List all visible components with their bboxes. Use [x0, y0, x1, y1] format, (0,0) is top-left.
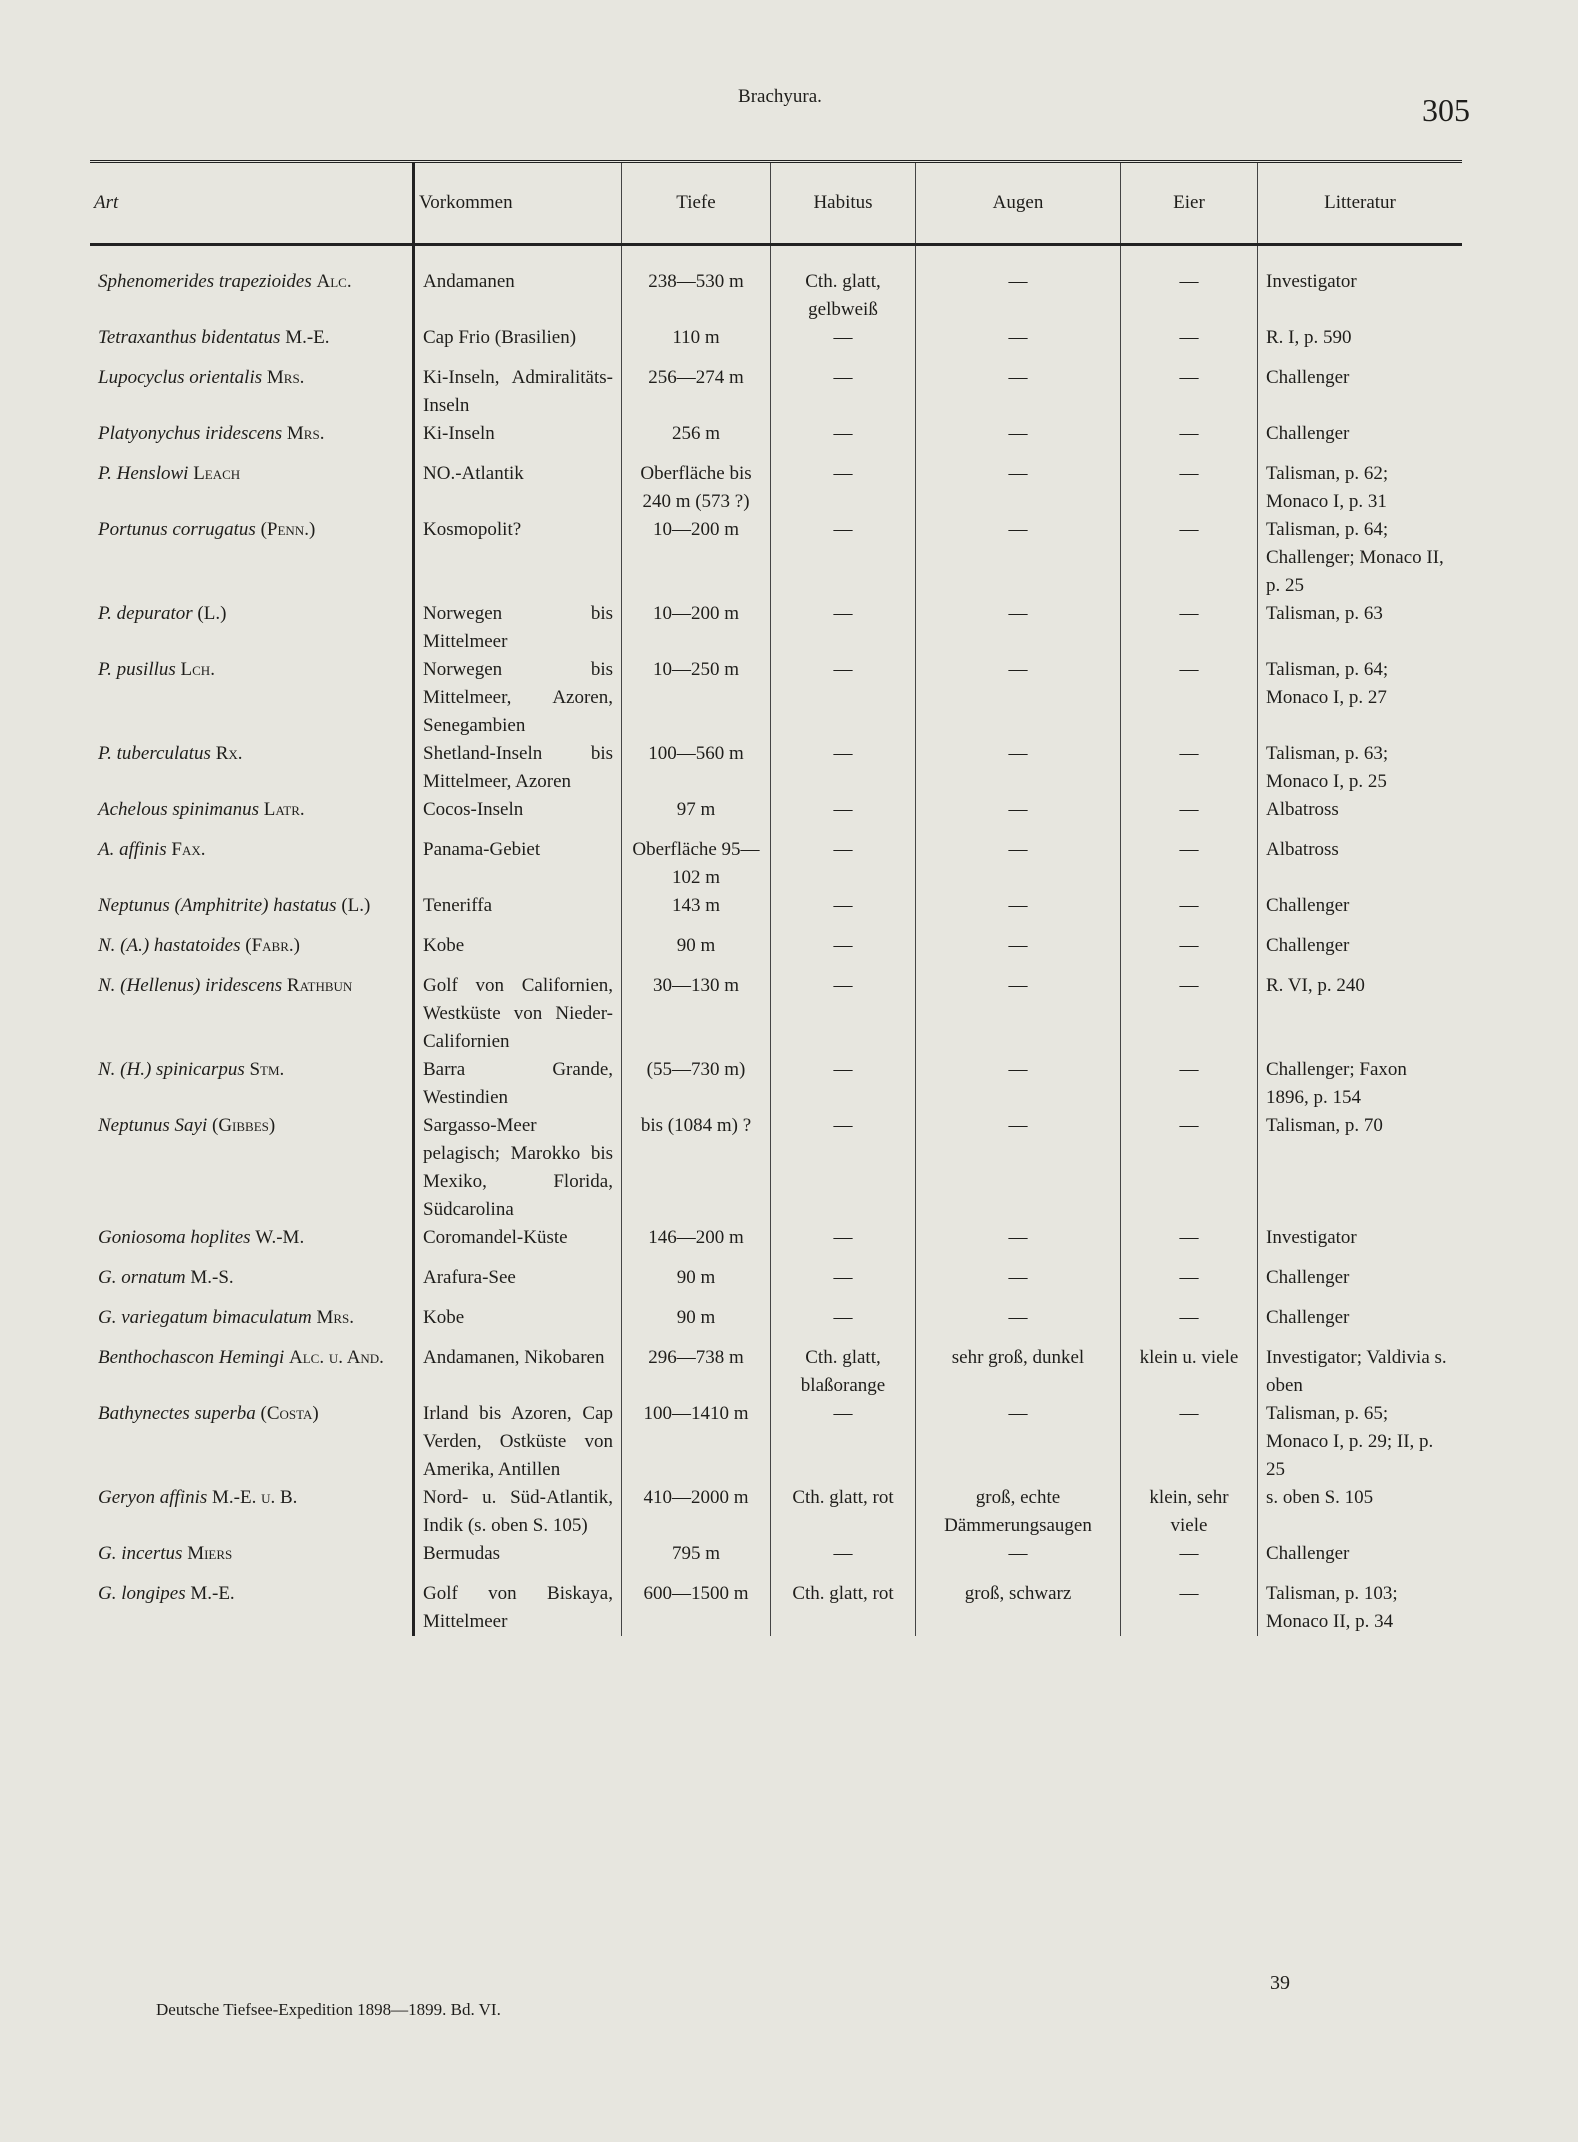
cell-augen: — — [916, 656, 1121, 740]
cell-eier: — — [1121, 324, 1258, 364]
cell-augen: — — [916, 1112, 1121, 1224]
species-name: Platyonychus iridescens — [98, 423, 283, 444]
species-author: M.-E. u. B. — [212, 1487, 298, 1508]
table-row — [90, 245, 1462, 325]
cell-vorkommen: Kobe — [414, 1304, 622, 1344]
cell-litteratur: Challenger — [1258, 364, 1463, 420]
cell-tiefe: 296—738 m — [622, 1344, 771, 1400]
cell-tiefe: 97 m — [622, 796, 771, 836]
species-author: Fax. — [171, 839, 206, 860]
species-author: (L.) — [341, 895, 371, 916]
cell-litteratur: Talisman, p. 70 — [1258, 1112, 1463, 1224]
species-author: W.-M. — [255, 1227, 305, 1248]
header-vorkommen: Vorkommen — [414, 162, 622, 245]
cell-vorkommen: Panama-Gebiet — [414, 836, 622, 892]
cell-art — [90, 1056, 414, 1112]
table-row — [90, 892, 1462, 932]
cell-litteratur: Challenger — [1258, 1304, 1463, 1344]
cell-augen: — — [916, 516, 1121, 600]
cell-art — [90, 245, 414, 325]
cell-litteratur: R. I, p. 590 — [1258, 324, 1463, 364]
species-name: P. Henslowi — [98, 463, 189, 484]
species-author: Miers — [187, 1543, 233, 1564]
cell-litteratur: Investigator; Valdivia s. oben — [1258, 1344, 1463, 1400]
cell-augen: — — [916, 1540, 1121, 1580]
cell-augen: — — [916, 1400, 1121, 1484]
table-row — [90, 420, 1462, 460]
cell-habitus: — — [771, 892, 916, 932]
table-row — [90, 1056, 1462, 1112]
cell-vorkommen: Teneriffa — [414, 892, 622, 932]
cell-litteratur: Challenger — [1258, 420, 1463, 460]
table-row — [90, 1224, 1462, 1264]
species-author: (L.) — [197, 603, 227, 624]
cell-vorkommen: Kobe — [414, 932, 622, 972]
species-name: G. ornatum — [98, 1267, 186, 1288]
table-row — [90, 1112, 1462, 1224]
cell-tiefe: 10—200 m — [622, 600, 771, 656]
cell-eier: klein u. viele — [1121, 1344, 1258, 1400]
species-name: P. pusillus — [98, 659, 176, 680]
cell-art — [90, 324, 414, 364]
cell-tiefe: 90 m — [622, 932, 771, 972]
cell-tiefe: 100—1410 m — [622, 1400, 771, 1484]
cell-habitus: — — [771, 1304, 916, 1344]
header-litteratur: Litteratur — [1258, 162, 1463, 245]
cell-augen: — — [916, 364, 1121, 420]
cell-art — [90, 460, 414, 516]
species-author: (Penn.) — [260, 519, 316, 540]
cell-eier: — — [1121, 1264, 1258, 1304]
cell-tiefe: 256—274 m — [622, 364, 771, 420]
species-name: Bathynectes superba — [98, 1403, 256, 1424]
cell-habitus: — — [771, 420, 916, 460]
species-name: N. (H.) spinicarpus — [98, 1059, 245, 1080]
cell-art — [90, 932, 414, 972]
species-name: N. (Hellenus) iridescens — [98, 975, 283, 996]
species-name: Neptunus (Amphitrite) hastatus — [98, 895, 337, 916]
cell-augen: — — [916, 324, 1121, 364]
cell-art — [90, 1264, 414, 1304]
cell-litteratur: Challenger; Faxon 1896, p. 154 — [1258, 1056, 1463, 1112]
species-author: Latr. — [263, 799, 305, 820]
cell-augen: — — [916, 245, 1121, 325]
species-author: M.-S. — [190, 1267, 234, 1288]
cell-tiefe: (55—730 m) — [622, 1056, 771, 1112]
cell-art — [90, 1112, 414, 1224]
cell-art — [90, 972, 414, 1056]
table-row — [90, 796, 1462, 836]
cell-tiefe: 795 m — [622, 1540, 771, 1580]
page-number: 305 — [1422, 92, 1470, 128]
cell-eier: — — [1121, 364, 1258, 420]
cell-vorkommen: Golf von Californien, Westküste von Nieder-Californien — [414, 972, 622, 1056]
cell-vorkommen: Bermudas — [414, 1540, 622, 1580]
cell-vorkommen: Golf von Biskaya, Mittelmeer — [414, 1580, 622, 1636]
cell-habitus: Cth. glatt, rot — [771, 1484, 916, 1540]
cell-habitus: — — [771, 1112, 916, 1224]
table-row — [90, 836, 1462, 892]
table-row — [90, 600, 1462, 656]
cell-litteratur: Talisman, p. 64; Challenger; Monaco II, p. 25 — [1258, 516, 1463, 600]
cell-art — [90, 1540, 414, 1580]
species-author: Alc. — [316, 271, 352, 292]
cell-art — [90, 1484, 414, 1540]
cell-habitus: — — [771, 324, 916, 364]
cell-habitus: — — [771, 836, 916, 892]
publication-footer: Deutsche Tiefsee-Expedition 1898—1899. Bd. VI. — [156, 2000, 501, 2019]
cell-art — [90, 1344, 414, 1400]
cell-eier: — — [1121, 892, 1258, 932]
species-author: Alc. u. And. — [289, 1347, 384, 1368]
cell-litteratur: Talisman, p. 65; Monaco I, p. 29; II, p. 25 — [1258, 1400, 1463, 1484]
cell-eier: — — [1121, 516, 1258, 600]
species-table-wrapper — [90, 160, 1462, 1636]
species-name: Lupocyclus orientalis — [98, 367, 263, 388]
table-row — [90, 1400, 1462, 1484]
cell-vorkommen: Cocos-Inseln — [414, 796, 622, 836]
cell-habitus: — — [771, 1400, 916, 1484]
cell-eier: — — [1121, 600, 1258, 656]
header-tiefe: Tiefe — [622, 162, 771, 245]
cell-tiefe: Oberfläche bis 240 m (573 ?) — [622, 460, 771, 516]
header-row — [90, 162, 1462, 245]
table-row — [90, 460, 1462, 516]
cell-litteratur: Challenger — [1258, 1540, 1463, 1580]
cell-habitus: — — [771, 600, 916, 656]
cell-tiefe: 143 m — [622, 892, 771, 932]
species-author: Stm. — [249, 1059, 285, 1080]
cell-augen: — — [916, 420, 1121, 460]
species-name: G. variegatum bimaculatum — [98, 1307, 312, 1328]
table-row — [90, 324, 1462, 364]
table-row — [90, 1484, 1462, 1540]
cell-augen: — — [916, 932, 1121, 972]
cell-vorkommen: Coromandel-Küste — [414, 1224, 622, 1264]
cell-eier: — — [1121, 1224, 1258, 1264]
cell-augen: — — [916, 1304, 1121, 1344]
cell-tiefe: 256 m — [622, 420, 771, 460]
cell-augen: — — [916, 892, 1121, 932]
species-name: A. affinis — [98, 839, 167, 860]
cell-vorkommen: Shetland-Inseln bis Mittelmeer, Azoren — [414, 740, 622, 796]
table-row — [90, 1580, 1462, 1636]
cell-vorkommen: Arafura-See — [414, 1264, 622, 1304]
species-author: Rx. — [215, 743, 243, 764]
cell-tiefe: 10—200 m — [622, 516, 771, 600]
cell-eier: — — [1121, 836, 1258, 892]
cell-eier: — — [1121, 1540, 1258, 1580]
cell-augen: — — [916, 460, 1121, 516]
cell-habitus: — — [771, 1264, 916, 1304]
cell-eier: — — [1121, 1400, 1258, 1484]
table-row — [90, 740, 1462, 796]
species-author: Mrs. — [266, 367, 305, 388]
cell-augen: — — [916, 1056, 1121, 1112]
cell-litteratur: Investigator — [1258, 1224, 1463, 1264]
cell-augen: — — [916, 1264, 1121, 1304]
cell-vorkommen: Andamanen — [414, 245, 622, 325]
cell-art — [90, 1400, 414, 1484]
cell-tiefe: Oberfläche 95—102 m — [622, 836, 771, 892]
cell-tiefe: 600—1500 m — [622, 1580, 771, 1636]
species-author: Leach — [193, 463, 241, 484]
cell-vorkommen: Irland bis Azoren, Cap Verden, Ostküste von Amerika, Antillen — [414, 1400, 622, 1484]
cell-tiefe: 10—250 m — [622, 656, 771, 740]
cell-litteratur: Investigator — [1258, 245, 1463, 325]
table-row — [90, 972, 1462, 1056]
species-author: (Gibbes) — [212, 1115, 276, 1136]
cell-eier: — — [1121, 245, 1258, 325]
cell-art — [90, 796, 414, 836]
cell-art — [90, 600, 414, 656]
header-augen: Augen — [916, 162, 1121, 245]
species-author: M.-E. — [190, 1583, 235, 1604]
cell-habitus: — — [771, 932, 916, 972]
cell-litteratur: R. VI, p. 240 — [1258, 972, 1463, 1056]
cell-tiefe: 90 m — [622, 1264, 771, 1304]
cell-vorkommen: Barra Grande, Westindien — [414, 1056, 622, 1112]
cell-vorkommen: Norwegen bis Mittelmeer — [414, 600, 622, 656]
cell-habitus: Cth. glatt, rot — [771, 1580, 916, 1636]
species-name: Benthochascon Hemingi — [98, 1347, 285, 1368]
cell-eier: — — [1121, 1056, 1258, 1112]
species-name: Sphenomerides trapezioides — [98, 271, 312, 292]
cell-augen: — — [916, 836, 1121, 892]
table-body — [90, 245, 1462, 1637]
header-habitus: Habitus — [771, 162, 916, 245]
table-row — [90, 1304, 1462, 1344]
table-header — [90, 162, 1462, 245]
table-row — [90, 1344, 1462, 1400]
cell-eier: — — [1121, 460, 1258, 516]
cell-augen: — — [916, 1224, 1121, 1264]
cell-vorkommen: Ki-Inseln — [414, 420, 622, 460]
species-name: Portunus corrugatus — [98, 519, 256, 540]
table-row — [90, 932, 1462, 972]
cell-tiefe: 100—560 m — [622, 740, 771, 796]
cell-litteratur: Talisman, p. 63; Monaco I, p. 25 — [1258, 740, 1463, 796]
table-row — [90, 1540, 1462, 1580]
species-table — [90, 160, 1462, 1636]
cell-eier: — — [1121, 420, 1258, 460]
cell-vorkommen: Nord- u. Süd-Atlantik, Indik (s. oben S. 105) — [414, 1484, 622, 1540]
cell-tiefe: bis (1084 m) ? — [622, 1112, 771, 1224]
cell-habitus: — — [771, 656, 916, 740]
cell-eier: — — [1121, 796, 1258, 836]
cell-tiefe: 30—130 m — [622, 972, 771, 1056]
cell-habitus: — — [771, 740, 916, 796]
cell-litteratur: Albatross — [1258, 836, 1463, 892]
cell-augen: sehr groß, dunkel — [916, 1344, 1121, 1400]
cell-litteratur: Talisman, p. 64; Monaco I, p. 27 — [1258, 656, 1463, 740]
cell-habitus: — — [771, 516, 916, 600]
cell-litteratur: Challenger — [1258, 932, 1463, 972]
table-row — [90, 656, 1462, 740]
cell-art — [90, 1224, 414, 1264]
cell-augen: groß, echte Dämmerungsaugen — [916, 1484, 1121, 1540]
cell-art — [90, 364, 414, 420]
cell-litteratur: Albatross — [1258, 796, 1463, 836]
running-title: Brachyura. — [738, 86, 822, 107]
cell-eier: — — [1121, 656, 1258, 740]
species-name: P. tuberculatus — [98, 743, 211, 764]
species-author: Rathbun — [286, 975, 353, 996]
cell-eier: — — [1121, 932, 1258, 972]
cell-eier: — — [1121, 1580, 1258, 1636]
cell-vorkommen: Ki-Inseln, Admiralitäts-Inseln — [414, 364, 622, 420]
cell-art — [90, 1304, 414, 1344]
cell-habitus: — — [771, 1056, 916, 1112]
species-name: N. (A.) hastatoides — [98, 935, 241, 956]
species-name: G. longipes — [98, 1583, 186, 1604]
species-author: Mrs. — [286, 423, 325, 444]
species-author: M.-E. — [285, 327, 330, 348]
cell-augen: — — [916, 600, 1121, 656]
cell-tiefe: 410—2000 m — [622, 1484, 771, 1540]
cell-habitus: — — [771, 364, 916, 420]
cell-litteratur: Talisman, p. 62; Monaco I, p. 31 — [1258, 460, 1463, 516]
cell-tiefe: 110 m — [622, 324, 771, 364]
species-name: Achelous spinimanus — [98, 799, 259, 820]
cell-vorkommen: NO.-Atlantik — [414, 460, 622, 516]
cell-vorkommen: Sargasso-Meer pelagisch; Marokko bis Mexiko, Florida, Südcarolina — [414, 1112, 622, 1224]
species-author: Lch. — [180, 659, 215, 680]
species-author: (Fabr.) — [245, 935, 300, 956]
table-row — [90, 364, 1462, 420]
cell-vorkommen: Kosmopolit? — [414, 516, 622, 600]
cell-augen: — — [916, 740, 1121, 796]
cell-tiefe: 146—200 m — [622, 1224, 771, 1264]
cell-habitus: — — [771, 796, 916, 836]
species-name: Neptunus Sayi — [98, 1115, 208, 1136]
table-row — [90, 1264, 1462, 1304]
cell-habitus: — — [771, 460, 916, 516]
table-row — [90, 516, 1462, 600]
cell-vorkommen: Norwegen bis Mittelmeer, Azoren, Senegambien — [414, 656, 622, 740]
cell-habitus: — — [771, 972, 916, 1056]
species-name: Goniosoma hoplites — [98, 1227, 251, 1248]
cell-eier: klein, sehr viele — [1121, 1484, 1258, 1540]
cell-art — [90, 892, 414, 932]
signature-mark: 39 — [1270, 1972, 1290, 1994]
cell-vorkommen: Cap Frio (Brasilien) — [414, 324, 622, 364]
cell-art — [90, 740, 414, 796]
cell-habitus: Cth. glatt, blaßorange — [771, 1344, 916, 1400]
cell-eier: — — [1121, 972, 1258, 1056]
cell-eier: — — [1121, 740, 1258, 796]
cell-art — [90, 656, 414, 740]
cell-art — [90, 836, 414, 892]
cell-litteratur: Challenger — [1258, 892, 1463, 932]
cell-litteratur: Challenger — [1258, 1264, 1463, 1304]
species-author: (Costa) — [260, 1403, 319, 1424]
cell-habitus: — — [771, 1224, 916, 1264]
cell-eier: — — [1121, 1112, 1258, 1224]
cell-augen: groß, schwarz — [916, 1580, 1121, 1636]
cell-litteratur: s. oben S. 105 — [1258, 1484, 1463, 1540]
header-eier: Eier — [1121, 162, 1258, 245]
cell-tiefe: 238—530 m — [622, 245, 771, 325]
cell-litteratur: Talisman, p. 63 — [1258, 600, 1463, 656]
cell-augen: — — [916, 796, 1121, 836]
cell-art — [90, 516, 414, 600]
cell-art — [90, 420, 414, 460]
cell-augen: — — [916, 972, 1121, 1056]
cell-eier: — — [1121, 1304, 1258, 1344]
cell-tiefe: 90 m — [622, 1304, 771, 1344]
species-name: G. incertus — [98, 1543, 183, 1564]
species-author: Mrs. — [316, 1307, 355, 1328]
cell-litteratur: Talisman, p. 103; Monaco II, p. 34 — [1258, 1580, 1463, 1636]
cell-vorkommen: Andamanen, Nikobaren — [414, 1344, 622, 1400]
cell-habitus: Cth. glatt, gelbweiß — [771, 245, 916, 325]
cell-art — [90, 1580, 414, 1636]
header-art: Art — [90, 162, 414, 245]
species-name: Tetraxanthus bidentatus — [98, 327, 281, 348]
cell-habitus: — — [771, 1540, 916, 1580]
species-name: Geryon affinis — [98, 1487, 208, 1508]
species-name: P. depurator — [98, 603, 193, 624]
